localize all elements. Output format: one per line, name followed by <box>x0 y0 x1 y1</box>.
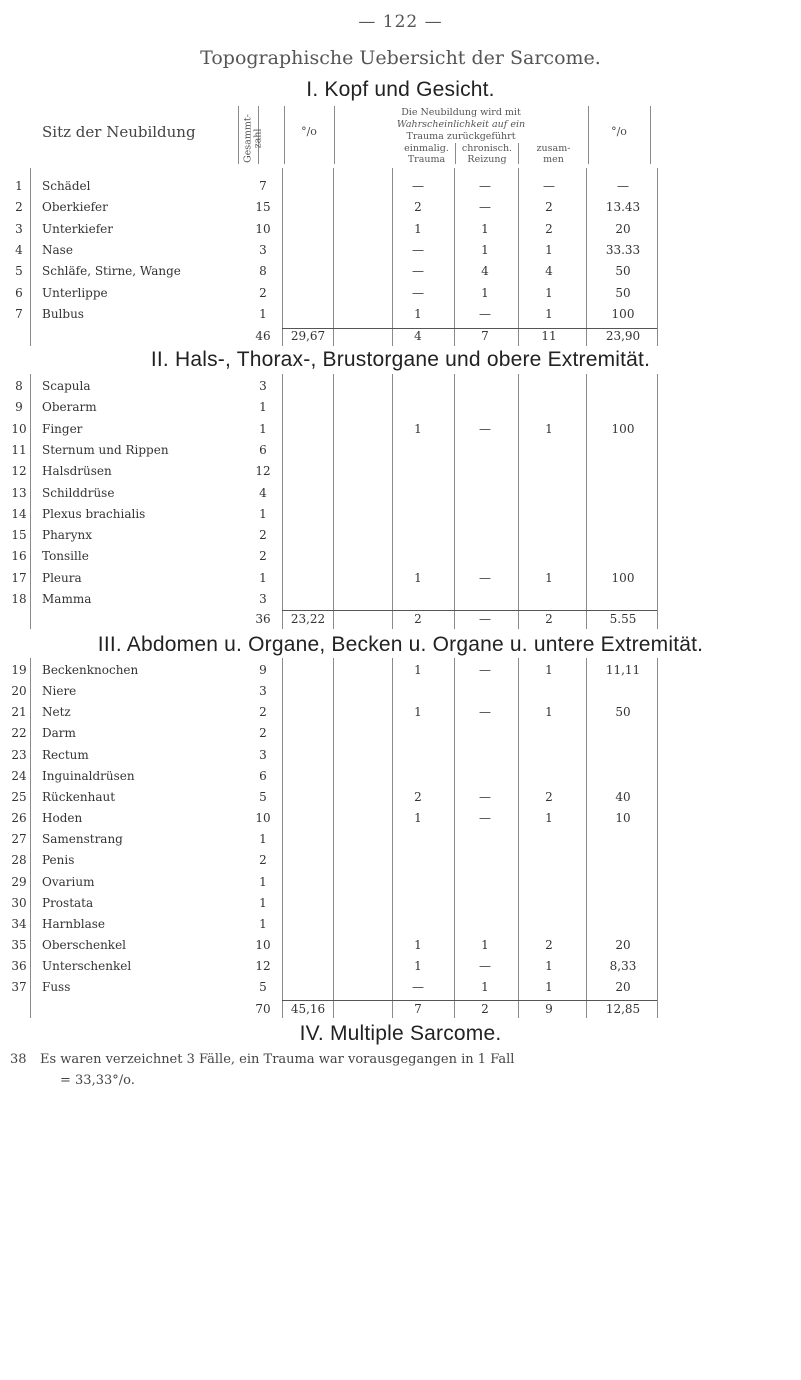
header-col-a-line2: Trauma <box>407 154 446 165</box>
row-site: Oberkiefer <box>42 200 108 215</box>
row-site: Unterkiefer <box>42 221 113 236</box>
row-col-b: 1 <box>481 221 489 236</box>
header-site: Sitz der Neubildung <box>42 123 196 141</box>
table-row <box>0 875 801 895</box>
row-col-b: — <box>479 811 491 826</box>
row-col-a: 2 <box>414 200 422 215</box>
row-percent: — <box>617 179 629 193</box>
table-row <box>0 243 801 263</box>
row-number: 10 <box>11 421 27 436</box>
section-1-sum <box>0 329 801 349</box>
row-col-c: 1 <box>545 242 553 257</box>
row-col-a: 1 <box>414 221 422 236</box>
row-number: 28 <box>11 853 27 868</box>
row-col-a: 1 <box>414 663 422 677</box>
row-col-b: — <box>479 306 491 321</box>
table-row <box>0 200 801 220</box>
header-col-b-line2: Reizung <box>467 154 507 165</box>
row-total: 8 <box>259 264 267 279</box>
row-number: 34 <box>11 916 27 931</box>
row-col-c: 1 <box>545 811 553 826</box>
sum-percent-2: 23,90 <box>605 329 641 343</box>
row-number: 29 <box>11 874 27 889</box>
section-4-title: IV. Multiple Sarcome. <box>299 1022 502 1045</box>
row-col-b: — <box>479 705 491 720</box>
table-row <box>0 222 801 242</box>
header-col-c-line1: zusam- <box>536 143 571 154</box>
sum-col-a: 2 <box>414 612 422 626</box>
row-site: Oberschenkel <box>42 937 127 952</box>
row-percent: 100 <box>611 306 635 321</box>
row-site: Pleura <box>42 570 82 585</box>
row-site: Inguinaldrüsen <box>42 768 135 783</box>
row-number: 7 <box>15 306 23 321</box>
row-col-b: 1 <box>481 980 489 995</box>
header-percent: °/o <box>301 125 317 138</box>
table-row <box>0 811 801 831</box>
row-total: 1 <box>259 570 267 585</box>
row-site: Penis <box>42 853 75 868</box>
row-col-a: — <box>412 242 424 257</box>
section-4-text: Es waren verzeichnet 3 Fälle, ein Trauma war vorausgegangen in 1 Fall <box>40 1052 515 1067</box>
row-site: Mamma <box>42 592 92 606</box>
row-number: 4 <box>15 242 23 257</box>
row-total: 12 <box>255 959 271 974</box>
row-site: Harnblase <box>42 916 106 931</box>
row-site: Plexus brachialis <box>42 506 146 521</box>
row-site: Netz <box>42 705 71 720</box>
sum-col-a: 7 <box>414 1002 422 1016</box>
row-number: 6 <box>15 285 23 300</box>
row-total: 15 <box>255 200 271 215</box>
row-site: Schläfe, Stirne, Wange <box>42 264 181 279</box>
row-site: Nase <box>42 242 73 257</box>
sum-percent-2: 12,85 <box>605 1002 641 1016</box>
row-number: 25 <box>11 789 27 804</box>
header-trauma-line1: Die Neubildung wird mit <box>401 107 521 118</box>
table-row <box>0 286 801 306</box>
row-total: 3 <box>259 684 267 699</box>
row-number: 9 <box>15 400 23 415</box>
row-number: 12 <box>11 464 27 479</box>
table-row <box>0 443 801 463</box>
row-percent: 10 <box>615 811 631 826</box>
sum-col-b: 2 <box>481 1002 489 1016</box>
row-total: 3 <box>259 242 267 257</box>
row-col-a: 1 <box>414 705 422 720</box>
row-col-c: 1 <box>545 285 553 300</box>
section-3-title: III. Abdomen u. Organe, Becken u. Organe u. untere Extremität. <box>97 633 704 656</box>
table-row <box>0 549 801 569</box>
row-percent: 13.43 <box>605 200 641 215</box>
row-site: Unterschenkel <box>42 959 132 974</box>
section-2-title: II. Hals-, Thorax-, Brustorgane und obere Extremität. <box>150 348 651 371</box>
sum-total: 46 <box>255 329 271 343</box>
table-row <box>0 464 801 484</box>
row-site: Schädel <box>42 179 91 193</box>
section-2-sum <box>0 612 801 632</box>
table-row <box>0 422 801 442</box>
row-site: Darm <box>42 726 76 741</box>
row-col-b: 4 <box>481 264 489 279</box>
row-site: Tonsille <box>42 549 89 564</box>
row-percent: 40 <box>615 789 631 804</box>
row-total: 10 <box>255 937 271 952</box>
row-site: Unterlippe <box>42 285 108 300</box>
table-row <box>0 790 801 810</box>
row-total: 2 <box>259 853 267 868</box>
row-total: 1 <box>259 916 267 931</box>
row-col-b: — <box>479 663 491 677</box>
row-site: Schilddrüse <box>42 485 115 500</box>
row-col-b: — <box>479 179 491 193</box>
section-3-sum <box>0 1002 801 1022</box>
row-percent: 20 <box>615 980 631 995</box>
row-col-b: 1 <box>481 285 489 300</box>
row-col-c: 1 <box>545 421 553 436</box>
row-site: Halsdrüsen <box>42 464 112 479</box>
row-site: Scapula <box>42 379 91 393</box>
row-number: 21 <box>11 705 27 720</box>
row-number: 20 <box>11 684 27 699</box>
row-col-c: 2 <box>545 221 553 236</box>
row-total: 2 <box>259 726 267 741</box>
table-row <box>0 179 801 199</box>
header-total-line1: Gesammt- <box>242 114 254 163</box>
row-percent: 100 <box>611 570 635 585</box>
table-row <box>0 486 801 506</box>
row-number: 17 <box>11 570 27 585</box>
row-col-a: — <box>412 179 424 193</box>
row-total: 1 <box>259 421 267 436</box>
row-total: 2 <box>259 705 267 720</box>
row-number: 8 <box>15 379 23 393</box>
row-total: 3 <box>259 592 267 606</box>
row-col-c: 1 <box>545 959 553 974</box>
row-col-a: 1 <box>414 811 422 826</box>
table-row <box>0 307 801 327</box>
sum-col-c: 2 <box>545 612 553 626</box>
table-row <box>0 379 801 399</box>
row-number: 1 <box>15 179 23 193</box>
row-number: 23 <box>11 747 27 762</box>
row-total: 10 <box>255 221 271 236</box>
sum-percent: 23,22 <box>290 612 326 626</box>
row-col-a: — <box>412 264 424 279</box>
row-total: 7 <box>259 179 267 193</box>
table-row <box>0 832 801 852</box>
row-col-a: — <box>412 980 424 995</box>
row-col-c: 1 <box>545 705 553 720</box>
row-site: Niere <box>42 684 77 699</box>
row-number: 35 <box>11 937 27 952</box>
sum-percent: 29,67 <box>290 329 326 343</box>
row-number: 16 <box>11 549 27 564</box>
sum-col-a: 4 <box>414 329 422 343</box>
row-total: 6 <box>259 442 267 457</box>
row-col-b: — <box>479 570 491 585</box>
row-number: 36 <box>11 959 27 974</box>
row-col-c: 2 <box>545 937 553 952</box>
row-total: 6 <box>259 768 267 783</box>
row-site: Rückenhaut <box>42 789 116 804</box>
table-row <box>0 507 801 527</box>
page-number: — 122 — <box>358 12 443 32</box>
sum-col-b: 7 <box>481 329 489 343</box>
table-row <box>0 917 801 937</box>
table-row <box>0 571 801 591</box>
row-number: 22 <box>11 726 27 741</box>
sum-percent-2: 5.55 <box>609 612 637 626</box>
row-total: 1 <box>259 306 267 321</box>
row-number: 18 <box>11 592 27 606</box>
row-col-b: — <box>479 959 491 974</box>
row-col-b: 1 <box>481 242 489 257</box>
row-site: Ovarium <box>42 874 95 889</box>
row-percent: 100 <box>611 421 635 436</box>
row-total: 5 <box>259 980 267 995</box>
header-trauma-line3: Trauma zurückgeführt <box>406 131 516 142</box>
sum-col-c: 11 <box>541 329 557 343</box>
row-number: 13 <box>11 485 27 500</box>
row-site: Hoden <box>42 811 83 826</box>
row-percent: 20 <box>615 937 631 952</box>
row-number: 19 <box>11 663 27 677</box>
table-row <box>0 748 801 768</box>
table-row <box>0 400 801 420</box>
row-percent: 50 <box>615 705 631 720</box>
row-col-a: 1 <box>414 937 422 952</box>
row-col-c: 1 <box>545 570 553 585</box>
row-site: Sternum und Rippen <box>42 442 169 457</box>
row-total: 12 <box>255 464 271 479</box>
row-total: 1 <box>259 832 267 847</box>
table-row <box>0 705 801 725</box>
sum-percent: 45,16 <box>290 1002 326 1016</box>
row-total: 9 <box>259 663 267 677</box>
row-number: 24 <box>11 768 27 783</box>
row-col-c: 4 <box>545 264 553 279</box>
table-row <box>0 528 801 548</box>
row-site: Rectum <box>42 747 89 762</box>
row-col-b: 1 <box>481 937 489 952</box>
row-site: Bulbus <box>42 306 84 321</box>
row-col-c: 1 <box>545 663 553 677</box>
row-total: 2 <box>259 285 267 300</box>
table-row <box>0 684 801 704</box>
row-site: Prostata <box>42 895 94 910</box>
header-total-line2: zahl <box>252 128 264 149</box>
header-col-b-line1: chronisch. <box>461 143 513 154</box>
row-col-a: 1 <box>414 306 422 321</box>
row-percent: 20 <box>615 221 631 236</box>
table-row <box>0 769 801 789</box>
row-percent: 11,11 <box>605 663 641 677</box>
row-percent: 8,33 <box>609 959 637 974</box>
table-row <box>0 264 801 284</box>
row-total: 5 <box>259 789 267 804</box>
table-row <box>0 663 801 683</box>
row-col-c: 1 <box>545 306 553 321</box>
row-number: 3 <box>15 221 23 236</box>
table-row <box>0 726 801 746</box>
row-col-a: 1 <box>414 570 422 585</box>
section-1-title: I. Kopf und Gesicht. <box>306 78 495 101</box>
row-site: Pharynx <box>42 528 92 543</box>
header-col-a-line1: einmalig. <box>404 143 449 154</box>
row-total: 1 <box>259 895 267 910</box>
row-col-a: 2 <box>414 789 422 804</box>
page-title: Topographische Uebersicht der Sarcome. <box>200 47 601 69</box>
row-total: 3 <box>259 747 267 762</box>
row-number: 27 <box>11 832 27 847</box>
row-col-c: 1 <box>545 980 553 995</box>
header-percent-2: °/o <box>611 125 627 138</box>
sum-col-b: — <box>479 612 491 626</box>
row-total: 4 <box>259 485 267 500</box>
table-row <box>0 980 801 1000</box>
row-total: 2 <box>259 528 267 543</box>
row-col-b: — <box>479 421 491 436</box>
sum-total: 36 <box>255 612 271 626</box>
table-row <box>0 896 801 916</box>
table-row <box>0 938 801 958</box>
row-number: 37 <box>11 980 27 995</box>
row-number: 26 <box>11 811 27 826</box>
header-trauma-line2: Wahrscheinlichkeit auf ein <box>396 119 526 130</box>
table-row <box>0 853 801 873</box>
row-percent: 50 <box>615 264 631 279</box>
row-site: Beckenknochen <box>42 663 139 677</box>
row-col-c: — <box>543 179 555 193</box>
row-site: Fuss <box>42 980 71 995</box>
sum-total: 70 <box>255 1002 271 1016</box>
row-number: 30 <box>11 895 27 910</box>
row-site: Oberarm <box>42 400 97 415</box>
row-total: 1 <box>259 506 267 521</box>
row-number: 2 <box>15 200 23 215</box>
row-percent: 33.33 <box>605 242 641 257</box>
row-col-c: 2 <box>545 789 553 804</box>
row-col-a: 1 <box>414 421 422 436</box>
row-total: 2 <box>259 549 267 564</box>
row-col-b: — <box>479 789 491 804</box>
row-number: 11 <box>11 442 27 457</box>
row-col-b: — <box>479 200 491 215</box>
table-row <box>0 959 801 979</box>
table-row <box>0 592 801 612</box>
header-col-c-line2: men <box>543 154 564 165</box>
section-4-result: = 33,33°/o. <box>60 1073 135 1088</box>
section-4-number: 38 <box>10 1052 27 1067</box>
row-site: Finger <box>42 421 83 436</box>
row-number: 15 <box>11 528 27 543</box>
row-number: 5 <box>15 264 23 279</box>
row-col-a: — <box>412 285 424 300</box>
sum-col-c: 9 <box>545 1002 553 1016</box>
row-col-a: 1 <box>414 959 422 974</box>
row-total: 1 <box>259 400 267 415</box>
row-site: Samenstrang <box>42 832 123 847</box>
row-number: 14 <box>11 506 27 521</box>
row-col-c: 2 <box>545 200 553 215</box>
row-total: 1 <box>259 874 267 889</box>
row-total: 10 <box>255 811 271 826</box>
row-percent: 50 <box>615 285 631 300</box>
row-total: 3 <box>259 379 267 393</box>
